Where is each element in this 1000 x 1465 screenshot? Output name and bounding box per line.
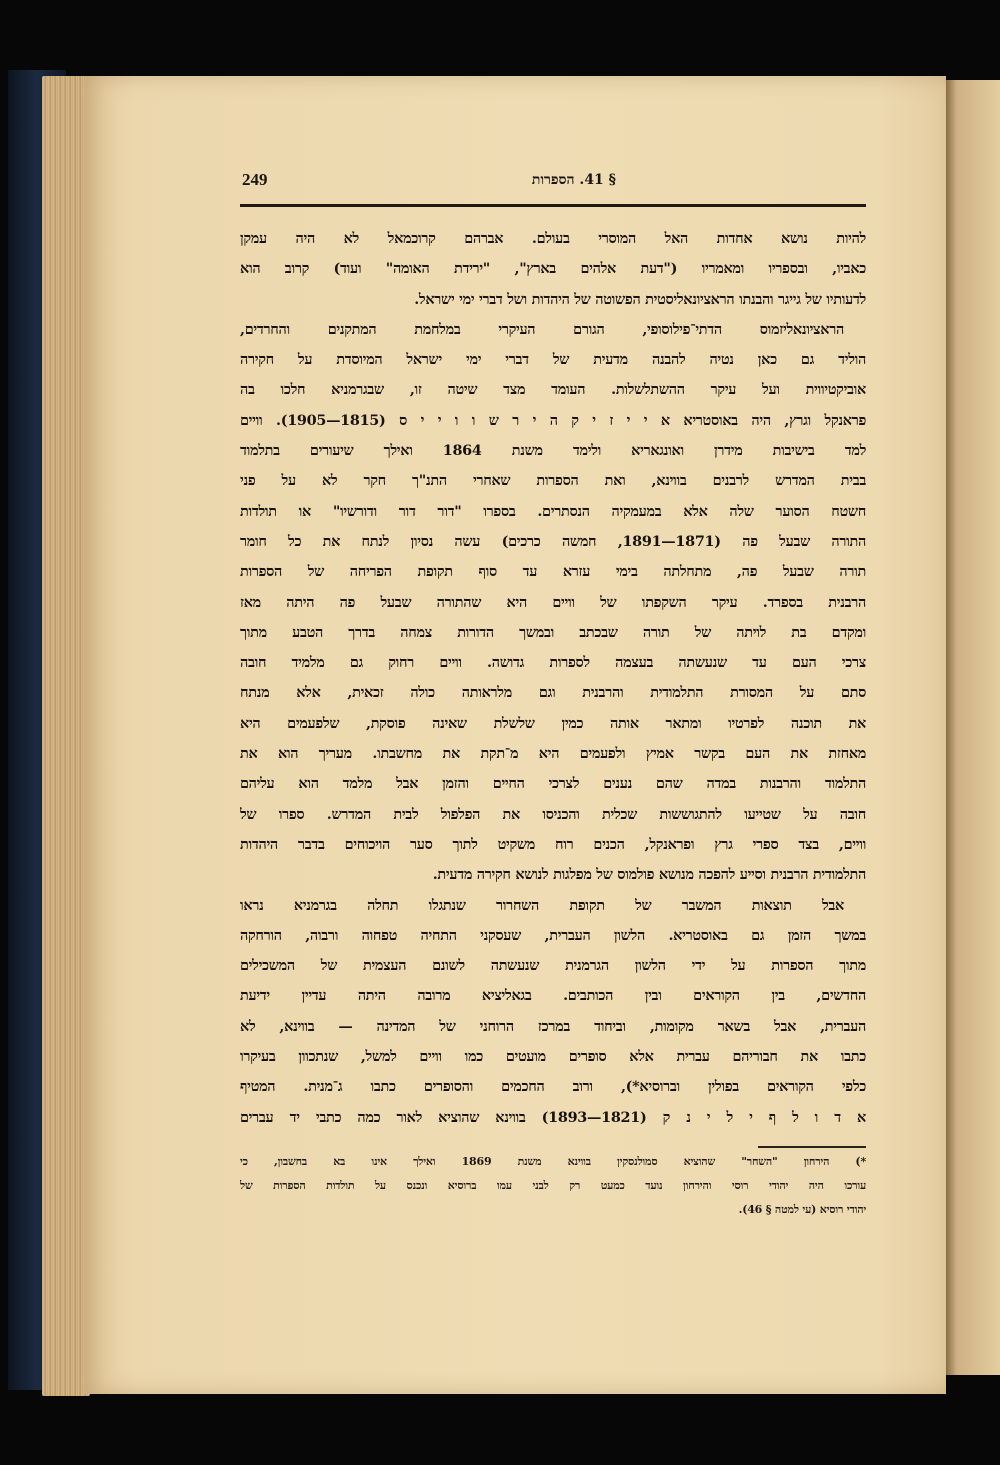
text-line: לדעותיו של גייגר והבנתו הראציונאליסטית הפשוטה של היהדות ושל דברי ימי ישראל. — [414, 290, 866, 308]
text-line: כלפי הקוראים בפולין וברוסיא*), ורוב החכמים והסופרים כתבו ג־מנית. המטיף — [240, 1078, 866, 1096]
header-rule — [240, 204, 866, 207]
section-header: § 41. הספרות — [531, 172, 616, 188]
text-line: חשטח הסוער שלה אלא במעמקיה הנסתרים. בספרו "דור דור ודורשיו" או תולדות — [240, 502, 866, 520]
text-line: למד בישיבות מידרן ואונגאריא ולימד משנת 1864 ואילך שיעורים בתלמוד — [240, 442, 866, 460]
text-line: הראציונאליזמוס הדתי־פילוסופי, הגורם העיקרי במלחמת המתקנים והחרדים, — [240, 320, 844, 338]
page-edges — [42, 76, 90, 1396]
footnote — [240, 1150, 866, 1222]
text-line: בבית המדרש לרבנים בווינא, ואת הספרות שאחרי התנ"ך חקר לא על פני — [240, 472, 866, 490]
facing-page-edge — [946, 80, 1000, 1375]
text-line: אוביקטיווית ועל עיקר ההשתלשלות. העומד מצד שיטה זו, שבגרמניא חלכו בה — [240, 381, 866, 399]
text-line: כאביו, ובספריו ומאמריו ("דעת אלהים בארץ", "ירידת האומה" ועוד) קרוב הוא — [240, 260, 866, 278]
text-line: הוליד גם כאן נטיה להבנה מדעית של דברי ימי ישראל המיוסדת על חקירה — [240, 351, 866, 369]
page-number: 249 — [242, 170, 268, 189]
text-line: תורה שבעל פה, מתחלתה בימי עזרא עד סוף תקופת הפריחה של הספרות — [240, 563, 866, 581]
text-line: התלמודית הרבנית וסייע להפכה מנושא פולמוס של מפלגות לנושא חקירה מדעית. — [432, 866, 866, 884]
text-line: את תוכנה לפרטיו ומתאר אותה כמין שלשלת שאינה פוסקת, שלפעמים היא — [240, 714, 866, 732]
text-line: סתם על המסורת התלמודית והרבנית וגם מלראותה כולה זכאית, אלא מנתח — [240, 684, 866, 702]
text-line: פראנקל וגרץ, היה באוסטריא א י י ז י ק ה י ר ש ו ו י י ס (1815—1905). וויים — [240, 411, 866, 429]
text-line: מתוך הספרות על ידי הלשון הגרמנית שנעשתה לשונם העצמית של המשכילים — [240, 957, 866, 975]
text-line: וויים, בצד ספרי גרץ ופראנקל, הכנים רוח משקיט לתוך סער הויכוחים בדבר היהדות — [240, 835, 866, 853]
text-line: צרכי העם עד שנעשתה בעצמה לספרות גדושה. וויים רחוק גם מלמיד חובה — [240, 654, 866, 672]
text-line: אבל תוצאות המשבר של תקופת השחרור שנתגלו תחלה בגרמניא נראו — [240, 896, 844, 914]
text-line: חובה על שטייעו להתגוששות שכלית והכניסו את הפלפול לבית המדרש. ספרו של — [240, 805, 866, 823]
text-line: להיות נושא אחדות האל המוסרי בעולם. אברהם קרוכמאל לא היה עמקן — [240, 230, 866, 247]
text-line: כתבו את חבוריהם עברית אלא סופרים מועטים כמו וויים למשל, שנתכוון בעיקרו — [240, 1048, 866, 1066]
footnote-rule — [758, 1146, 866, 1148]
text-line: הרבנית בספרד. עיקר השקפתו של וויים היא שהתורה שבעל פה היתה מאז — [240, 593, 866, 611]
text-line: העברית, אבל בשאר מקומות, וביחוד במרכז הרוחני של המדינה — בווינא, לא — [240, 1017, 866, 1035]
body-text — [240, 224, 866, 1133]
text-line: ומקדם בת לויתה של תורה שבכתב ובמשך הדורות צמחה בדרך הטבע מתוך — [240, 623, 866, 641]
text-line: במשך הזמן גם באוסטריא. הלשון העברית, שעסקני התחיה טפחוה ורבוה, הורחקה — [240, 926, 866, 944]
text-line: התורה שבעל פה (1871—1891, חמשה כרכים) עשה נסיון לנתח את כל חומר — [240, 532, 866, 550]
text-line: א ד ו ל ף י ל י נ ק (1821—1893) בווינא שהוציא לאור כמה כתבי יד עברים — [240, 1108, 866, 1126]
running-head — [158, 166, 864, 196]
footnote-line: עורכו היה יהודי רוסי והירחון נועד כמעט רק לבני עמו ברוסיא ונכנס על תולדות הספרות של — [240, 1179, 866, 1192]
text-line: מאחזת את העם בקשר אמיץ ולפעמים היא מ־תקת את מחשבתו. מעריך הוא את — [240, 745, 866, 763]
footnote-line: יהודי רוסיא (עי למטה § 46). — [738, 1203, 866, 1216]
text-line: התלמוד והרבנות במדה שהם נענים לצרכי החיים והזמן אבל מלמד הוא עליהם — [240, 775, 866, 793]
text-line: החדשים, בין הקוראים ובין הכותבים. בגאליציא מרובה היתה עדיין ידיעת — [240, 987, 866, 1005]
footnote-line: *) הירחון "השחר" שהוציא סמולנסקין בווינא משנת 1869 ואילך אינו בא בחשבון, כי — [240, 1155, 866, 1168]
